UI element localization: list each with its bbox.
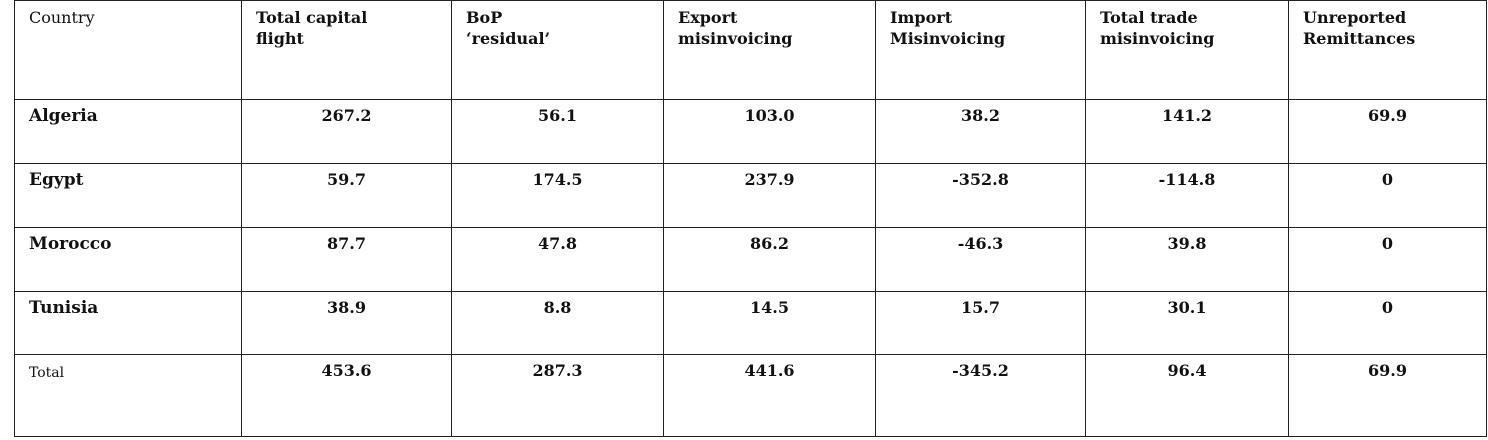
header-export-misinvoicing: Export misinvoicing	[664, 1, 876, 100]
value-cell: 14.5	[664, 291, 876, 355]
value-cell: 56.1	[452, 100, 664, 164]
table-row	[15, 163, 1487, 227]
country-cell: Egypt	[15, 163, 242, 227]
total-value-cell: 287.3	[452, 355, 664, 437]
country-cell: Tunisia	[15, 291, 242, 355]
value-cell: 0	[1289, 227, 1487, 291]
value-cell: 141.2	[1086, 100, 1289, 164]
value-cell: 0	[1289, 291, 1487, 355]
value-cell: 8.8	[452, 291, 664, 355]
value-cell: 47.8	[452, 227, 664, 291]
value-cell: 174.5	[452, 163, 664, 227]
total-row	[15, 355, 1487, 437]
total-value-cell: -345.2	[876, 355, 1086, 437]
value-cell: 38.9	[242, 291, 452, 355]
header-bop-residual: BoP ‘residual’	[452, 1, 664, 100]
value-cell: 267.2	[242, 100, 452, 164]
capital-flight-table	[14, 0, 1487, 437]
total-value-cell: 96.4	[1086, 355, 1289, 437]
table-row	[15, 100, 1487, 164]
total-value-cell: 453.6	[242, 355, 452, 437]
value-cell: 59.7	[242, 163, 452, 227]
country-cell: Algeria	[15, 100, 242, 164]
header-country: Country	[15, 1, 242, 100]
table-row	[15, 227, 1487, 291]
value-cell: -46.3	[876, 227, 1086, 291]
value-cell: 69.9	[1289, 100, 1487, 164]
value-cell: 15.7	[876, 291, 1086, 355]
table-row	[15, 291, 1487, 355]
header-import-misinvoicing: Import Misinvoicing	[876, 1, 1086, 100]
value-cell: 0	[1289, 163, 1487, 227]
header-total-capital-flight: Total capital flight	[242, 1, 452, 100]
value-cell: 237.9	[664, 163, 876, 227]
value-cell: 86.2	[664, 227, 876, 291]
header-total-trade-misinvoicing: Total trade misinvoicing	[1086, 1, 1289, 100]
value-cell: -114.8	[1086, 163, 1289, 227]
header-unreported-remittances: Unreported Remittances	[1289, 1, 1487, 100]
value-cell: 38.2	[876, 100, 1086, 164]
value-cell: 87.7	[242, 227, 452, 291]
value-cell: 103.0	[664, 100, 876, 164]
country-cell: Morocco	[15, 227, 242, 291]
total-value-cell: 69.9	[1289, 355, 1487, 437]
total-label: Total	[15, 355, 242, 437]
header-row	[15, 1, 1487, 100]
value-cell: 30.1	[1086, 291, 1289, 355]
value-cell: -352.8	[876, 163, 1086, 227]
total-value-cell: 441.6	[664, 355, 876, 437]
value-cell: 39.8	[1086, 227, 1289, 291]
